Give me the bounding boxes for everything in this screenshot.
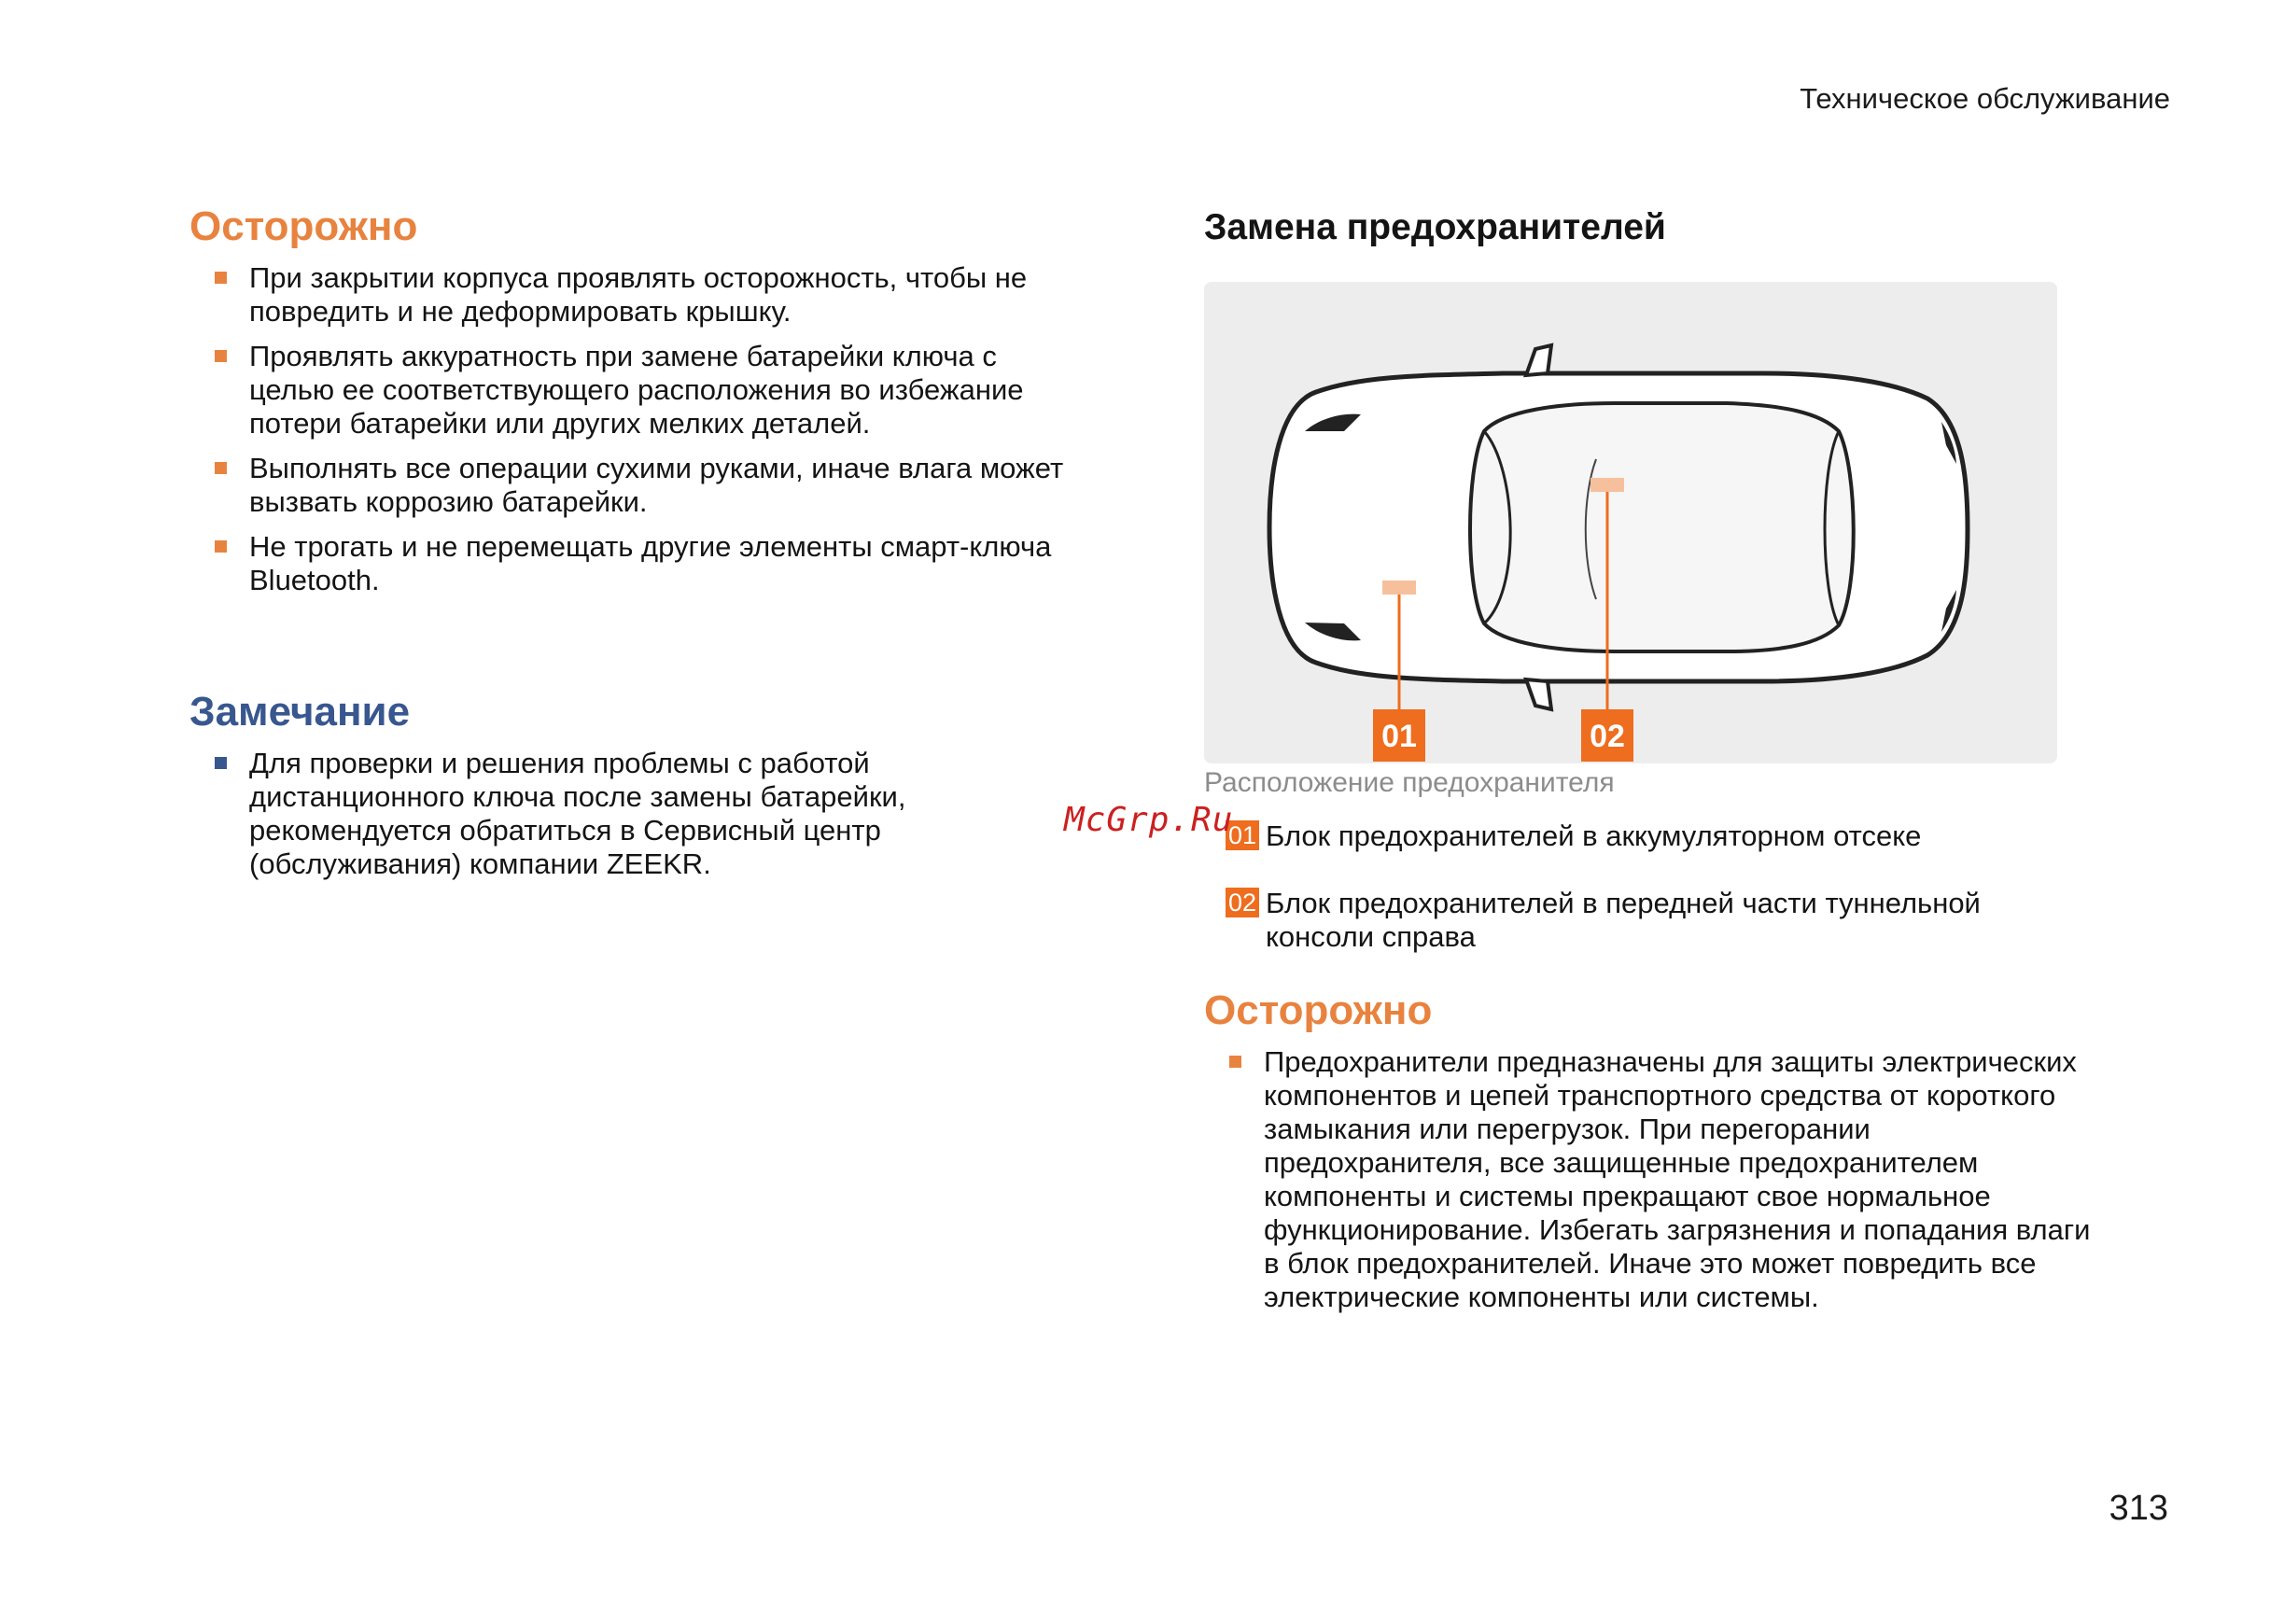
car-top-view-illustration [1204, 282, 2057, 763]
caution-list [1204, 1045, 2100, 1314]
list-item: Для проверки и решения проблемы с работой дистанционного ключа после замены батарейки, рекомендуется обратиться в Сервисный центр (обслуживания) компании ZEEKR. [189, 747, 1086, 881]
caution-heading: Осторожно [189, 203, 418, 249]
legend-number: 01 [1226, 820, 1259, 850]
legend-text: Блок предохранителей в аккумуляторном отсеке [1266, 819, 1922, 852]
caution-list [189, 261, 1086, 597]
list-item: Не трогать и не перемещать другие элементы смарт-ключа Bluetooth. [189, 530, 1086, 597]
square-bullet-icon [215, 462, 227, 474]
fuse-marker-01 [1382, 581, 1416, 595]
label-02-text: 02 [1590, 719, 1625, 754]
watermark: McGrp.Ru [1064, 801, 1234, 839]
section-title-wrap [1204, 207, 1666, 248]
fuse-location-figure [1204, 282, 2057, 763]
square-bullet-icon [215, 272, 227, 284]
page-number: 313 [2109, 1489, 2168, 1528]
square-bullet-icon [215, 540, 227, 553]
car-cabin [1470, 403, 1854, 651]
left-caution-block [189, 203, 1086, 609]
square-bullet-icon [215, 757, 227, 769]
square-bullet-icon [1229, 1056, 1241, 1068]
section-title: Замена предохранителей [1204, 207, 1666, 247]
right-caution-block [1204, 987, 2100, 1325]
legend-number: 02 [1226, 888, 1259, 917]
left-note-block [189, 689, 1086, 892]
label-01-text: 01 [1381, 719, 1417, 754]
right-mirror [1526, 679, 1551, 709]
caution-heading: Осторожно [1204, 987, 1433, 1033]
legend-item-01 [1226, 819, 2066, 853]
left-mirror [1526, 345, 1551, 375]
note-heading: Замечание [189, 689, 411, 735]
note-list [189, 747, 1086, 881]
list-item: Выполнять все операции сухими руками, иначе влага может вызвать коррозию батарейки. [189, 452, 1086, 519]
figure-caption: Расположение предохранителя [1204, 767, 1615, 798]
list-item: Предохранители предназначены для защиты электрических компонентов и цепей транспортного средства от короткого замыкания или перегрузок. При перегорании предохранителя, все защищенные предохранителем компоненты и системы прекращают свое нормальное функционирование. Избегать загрязнения и попадания влаги в блок предохранителей. Иначе это может повредить все электрические компоненты или системы. [1204, 1045, 2100, 1314]
list-item: При закрытии корпуса проявлять осторожность, чтобы не повредить и не деформировать крышку. [189, 261, 1086, 329]
list-item: Проявлять аккуратность при замене батарейки ключа с целью ее соответствующего расположения во избежание потери батарейки или других мелких деталей. [189, 340, 1086, 441]
legend-text: Блок предохранителей в передней части туннельной консоли справа [1266, 887, 1981, 953]
square-bullet-icon [215, 350, 227, 362]
legend-item-02 [1226, 887, 2066, 954]
fuse-marker-02 [1590, 478, 1624, 492]
running-header: Техническое обслуживание [1800, 82, 2170, 115]
